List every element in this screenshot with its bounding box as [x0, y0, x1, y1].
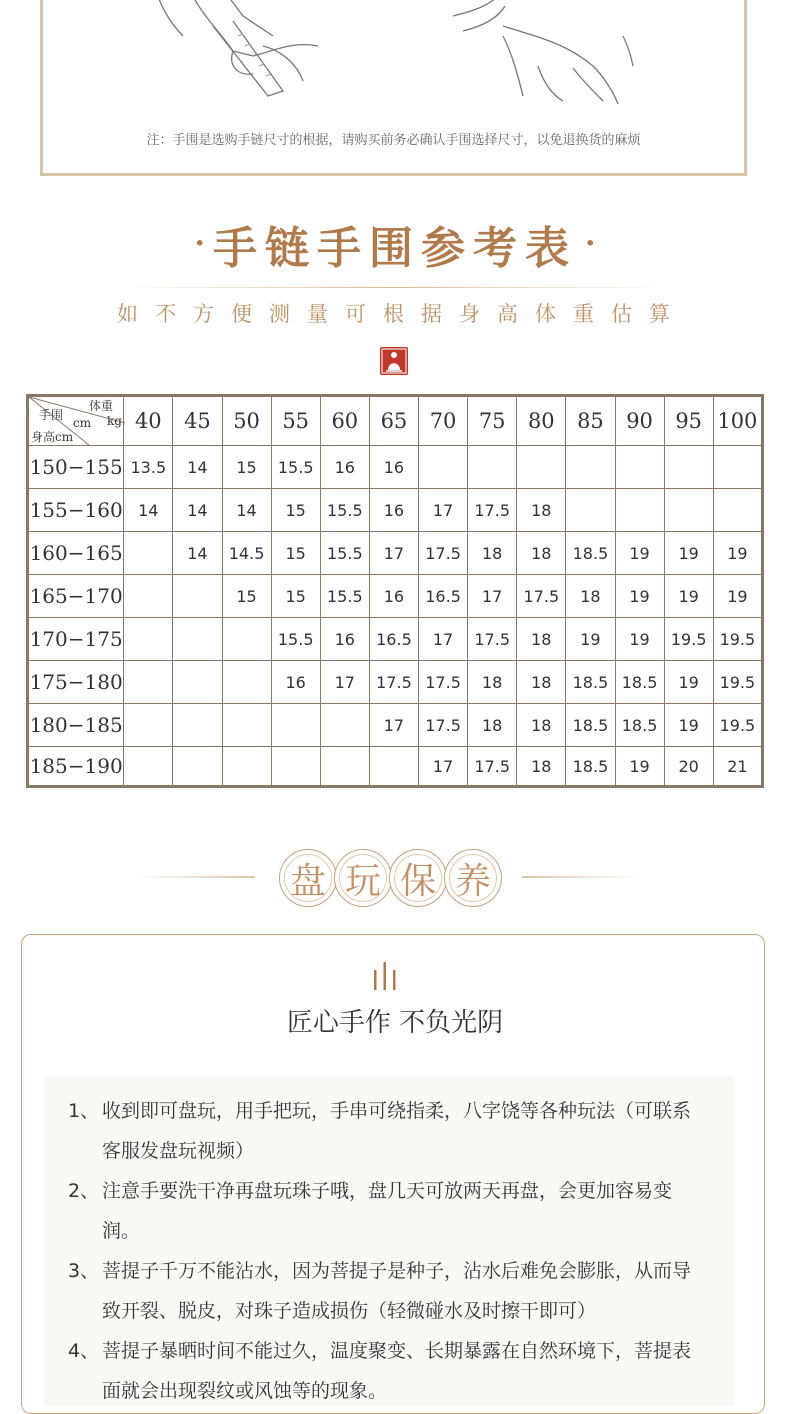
wrist-size-cell: 19	[615, 618, 664, 661]
wrist-size-cell: 17	[468, 575, 517, 618]
wrist-size-cell	[369, 747, 418, 787]
table-header-row	[28, 396, 763, 446]
wrist-size-cell	[173, 575, 222, 618]
wrist-size-cell: 17.5	[369, 661, 418, 704]
wrist-size-cell: 17	[369, 532, 418, 575]
wrist-size-cell: 15.5	[320, 489, 369, 532]
wrist-size-cell: 14	[124, 489, 173, 532]
wrist-size-cell: 15	[222, 575, 271, 618]
care-item-number: 3、	[68, 1260, 100, 1282]
table-row	[28, 489, 763, 532]
wrist-size-cell: 17	[419, 747, 468, 787]
wrist-size-cell	[173, 704, 222, 747]
care-item-4	[68, 1331, 698, 1411]
wrist-size-cell	[517, 446, 566, 489]
care-item-2	[68, 1171, 698, 1251]
weight-header-cell: 70	[419, 396, 468, 446]
wrist-size-cell: 17.5	[517, 575, 566, 618]
wrist-size-cell	[615, 446, 664, 489]
wrist-size-cell: 17.5	[419, 532, 468, 575]
wrist-size-cell: 18	[517, 532, 566, 575]
title-text: 手链手围参考表	[213, 223, 577, 274]
wrist-size-cell	[713, 489, 762, 532]
corner-height-label: 身高	[31, 430, 56, 444]
wrist-size-cell	[222, 704, 271, 747]
wrist-size-cell: 16	[320, 446, 369, 489]
height-range-cell: 165−170	[28, 575, 124, 618]
table-row	[28, 661, 763, 704]
table-corner-cell	[28, 396, 124, 446]
wrist-size-cell: 14	[222, 489, 271, 532]
weight-header-cell: 80	[517, 396, 566, 446]
wrist-size-cell	[124, 704, 173, 747]
wrist-size-cell: 18	[566, 575, 615, 618]
care-item-text: 菩提子千万不能沾水，因为菩提子是种子，沾水后难免会膨胀，从而导致开裂、脱皮，对珠子造成损伤（轻微碰水及时擦干即可）	[102, 1260, 692, 1322]
wrist-size-cell	[419, 446, 468, 489]
title-dot-left: ·	[194, 226, 205, 261]
wrist-size-cell: 19	[566, 618, 615, 661]
weight-header-cell: 65	[369, 396, 418, 446]
wrist-size-cell: 16.5	[369, 618, 418, 661]
weight-header-cell: 60	[320, 396, 369, 446]
wrist-size-cell: 18.5	[566, 532, 615, 575]
wrist-size-cell: 14	[173, 532, 222, 575]
wrist-size-cell: 14	[173, 489, 222, 532]
wrist-size-table	[26, 394, 764, 788]
wrist-size-cell	[124, 661, 173, 704]
wrist-size-cell	[173, 618, 222, 661]
section-divider-right	[522, 876, 642, 878]
wrist-size-cell: 15.5	[271, 618, 320, 661]
wrist-size-cell	[124, 747, 173, 787]
section-badge-2: 玩	[334, 849, 392, 907]
wrist-size-cell: 21	[713, 747, 762, 787]
wrist-size-cell: 19.5	[713, 618, 762, 661]
care-item-1	[68, 1091, 698, 1171]
wrist-size-cell	[271, 704, 320, 747]
care-item-text: 菩提子暴晒时间不能过久，温度聚变、长期暴露在自然环境下，菩提表面就会出现裂纹或风蚀等的现象。	[102, 1340, 692, 1402]
corner-weight-unit: kg	[107, 414, 122, 428]
wrist-size-cell: 19	[615, 747, 664, 787]
table-row	[28, 618, 763, 661]
measurement-note: 注：手围是选购手链尺寸的根据，请购买前务必确认手围选择尺寸，以免退换货的麻烦	[146, 133, 641, 148]
wrist-size-cell: 15	[271, 532, 320, 575]
section-divider-left	[135, 876, 255, 878]
wrist-size-cell: 19	[615, 575, 664, 618]
section-badge-3: 保	[389, 849, 447, 907]
hand-measuring-illustration	[133, 0, 333, 106]
wrist-size-cell: 18	[468, 532, 517, 575]
measurement-illustration-frame	[40, 0, 747, 176]
wrist-size-cell: 15.5	[320, 575, 369, 618]
wrist-size-cell: 19	[664, 575, 713, 618]
care-item-number: 1、	[68, 1100, 100, 1122]
weight-header-cell: 40	[124, 396, 173, 446]
wrist-size-cell: 15	[222, 446, 271, 489]
wrist-size-cell: 16	[369, 446, 418, 489]
wrist-size-cell	[320, 704, 369, 747]
wrist-size-cell: 15.5	[271, 446, 320, 489]
height-range-cell: 150−155	[28, 446, 124, 489]
bars-icon	[372, 960, 398, 992]
wrist-size-cell: 15	[271, 575, 320, 618]
weight-header-cell: 85	[566, 396, 615, 446]
wrist-size-cell: 18	[468, 704, 517, 747]
wrist-size-cell	[566, 446, 615, 489]
wrist-size-cell: 18.5	[615, 704, 664, 747]
wrist-size-cell	[124, 532, 173, 575]
corner-wrist-unit: cm	[73, 416, 92, 430]
section-badge-1: 盘	[279, 849, 337, 907]
care-item-number: 4、	[68, 1340, 100, 1362]
wrist-size-cell: 18	[517, 704, 566, 747]
wrist-size-cell: 17	[419, 489, 468, 532]
section-badge-4: 养	[444, 849, 502, 907]
table-row	[28, 446, 763, 489]
care-item-text: 注意手要洗干净再盘玩珠子哦，盘几天可放两天再盘，会更加容易变润。	[102, 1180, 673, 1242]
wrist-size-cell: 19	[615, 532, 664, 575]
weight-header-cell: 95	[664, 396, 713, 446]
corner-wrist-label: 手围	[39, 408, 64, 422]
height-range-cell: 160−165	[28, 532, 124, 575]
wrist-size-cell: 17.5	[468, 747, 517, 787]
wrist-size-cell: 19	[713, 532, 762, 575]
wrist-size-cell: 18	[517, 489, 566, 532]
wrist-size-cell	[271, 747, 320, 787]
corner-height-unit: cm	[55, 430, 74, 444]
wrist-size-cell	[320, 747, 369, 787]
wrist-size-cell: 14	[173, 446, 222, 489]
weight-header-cell: 45	[173, 396, 222, 446]
title-dot-right: ·	[585, 226, 596, 261]
wrist-size-cell: 16	[320, 618, 369, 661]
table-row	[28, 704, 763, 747]
corner-weight-label: 体重	[89, 399, 114, 413]
wrist-size-cell: 17.5	[468, 489, 517, 532]
weight-header-cell: 90	[615, 396, 664, 446]
wrist-size-cell: 19	[713, 575, 762, 618]
wrist-size-cell: 19.5	[713, 704, 762, 747]
wrist-size-cell: 17	[419, 618, 468, 661]
wrist-size-cell	[173, 661, 222, 704]
height-range-cell: 155−160	[28, 489, 124, 532]
wrist-size-cell	[468, 446, 517, 489]
wrist-size-cell: 18.5	[615, 661, 664, 704]
wrist-size-cell: 14.5	[222, 532, 271, 575]
wrist-size-cell: 18.5	[566, 704, 615, 747]
wrist-size-cell: 15.5	[320, 532, 369, 575]
wrist-size-cell: 16	[369, 489, 418, 532]
wrist-size-cell: 16.5	[419, 575, 468, 618]
wrist-size-cell	[615, 489, 664, 532]
weight-header-cell: 100	[713, 396, 762, 446]
wrist-size-cell: 17.5	[419, 661, 468, 704]
table-row	[28, 575, 763, 618]
wrist-size-cell: 18	[517, 618, 566, 661]
wrist-size-cell: 20	[664, 747, 713, 787]
wrist-size-cell	[664, 446, 713, 489]
buddha-seal-icon	[379, 346, 409, 376]
wrist-size-cell	[713, 446, 762, 489]
wrist-size-cell: 17.5	[468, 618, 517, 661]
hand-wrist-illustration	[443, 0, 643, 111]
height-range-cell: 170−175	[28, 618, 124, 661]
wrist-size-cell: 18.5	[566, 661, 615, 704]
wrist-size-cell: 16	[369, 575, 418, 618]
wrist-size-cell: 16	[271, 661, 320, 704]
wrist-size-cell: 19	[664, 532, 713, 575]
size-chart-subtitle: 如不方便测量可根据身高体重估算	[117, 302, 687, 326]
wrist-size-cell: 13.5	[124, 446, 173, 489]
wrist-size-cell: 19	[664, 661, 713, 704]
wrist-size-cell	[222, 661, 271, 704]
wrist-size-cell	[566, 489, 615, 532]
height-range-cell: 175−180	[28, 661, 124, 704]
table-row	[28, 532, 763, 575]
wrist-size-cell: 17.5	[419, 704, 468, 747]
wrist-size-cell: 15	[271, 489, 320, 532]
wrist-size-cell	[222, 747, 271, 787]
title-divider	[120, 287, 670, 288]
weight-header-cell: 75	[468, 396, 517, 446]
height-range-cell: 185−190	[28, 747, 124, 787]
wrist-size-cell: 19.5	[664, 618, 713, 661]
weight-header-cell: 55	[271, 396, 320, 446]
table-row	[28, 747, 763, 787]
wrist-size-cell: 18.5	[566, 747, 615, 787]
wrist-size-cell: 19.5	[713, 661, 762, 704]
wrist-size-cell: 17	[369, 704, 418, 747]
wrist-size-cell	[222, 618, 271, 661]
wrist-size-cell: 18	[517, 661, 566, 704]
size-chart-title	[0, 212, 790, 276]
weight-header-cell: 50	[222, 396, 271, 446]
wrist-size-cell: 18	[468, 661, 517, 704]
wrist-size-cell: 18	[517, 747, 566, 787]
care-item-3	[68, 1251, 698, 1331]
care-card-title: 匠心手作 不负光阴	[286, 1008, 504, 1038]
wrist-size-cell	[173, 747, 222, 787]
wrist-size-cell: 17	[320, 661, 369, 704]
wrist-size-cell	[124, 575, 173, 618]
wrist-size-cell	[124, 618, 173, 661]
wrist-size-cell: 19	[664, 704, 713, 747]
care-item-text: 收到即可盘玩，用手把玩，手串可绕指柔，八字饶等各种玩法（可联系客服发盘玩视频）	[102, 1100, 692, 1162]
wrist-size-cell	[664, 489, 713, 532]
height-range-cell: 180−185	[28, 704, 124, 747]
care-item-number: 2、	[68, 1180, 100, 1202]
